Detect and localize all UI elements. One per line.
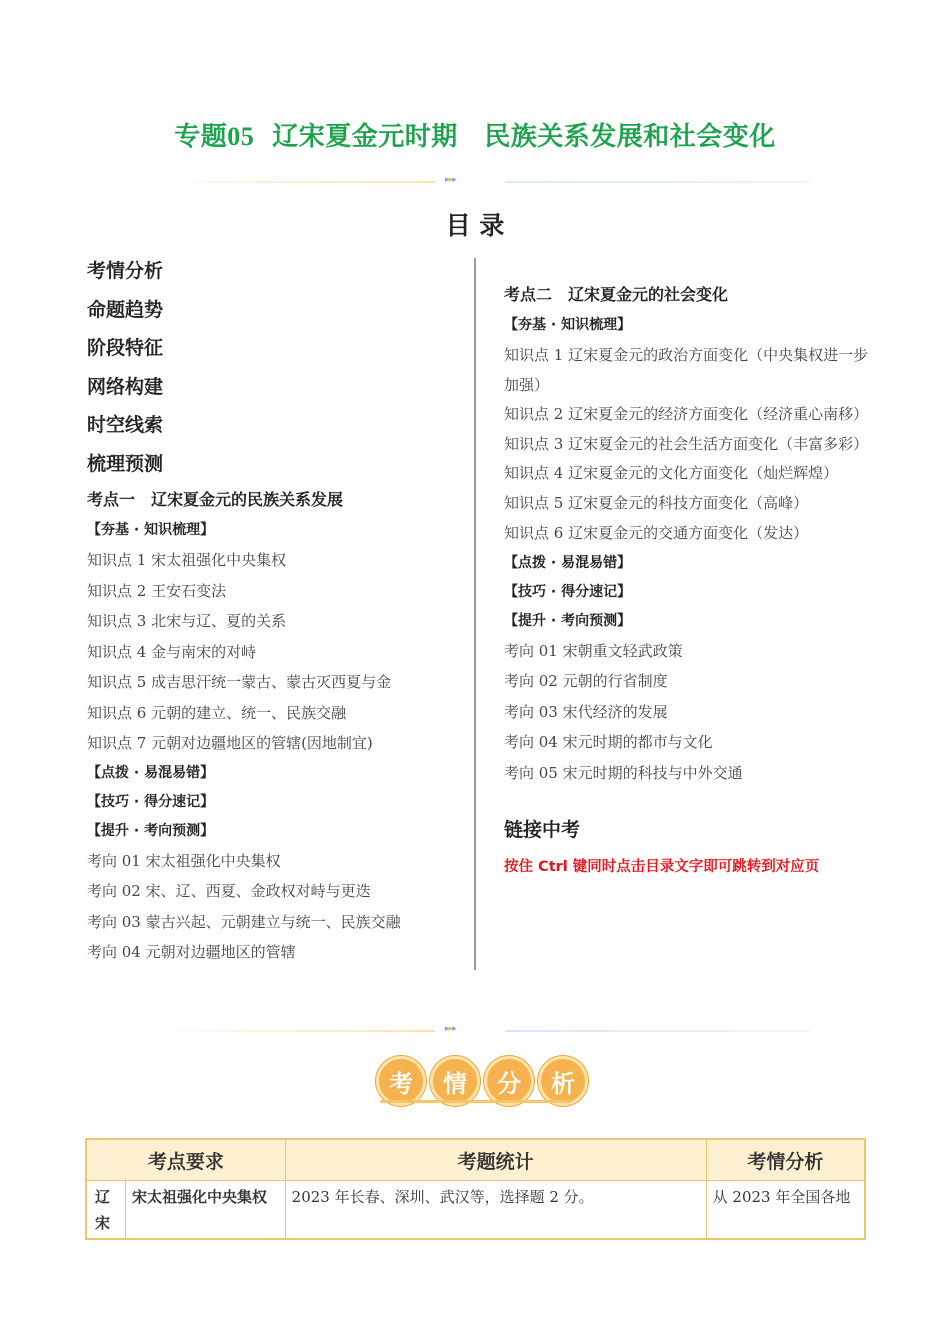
toc-point1-bracket-predict[interactable]: 【提升 · 考向预测】 — [87, 822, 215, 839]
toc-link-stage[interactable]: 阶段特征 — [87, 337, 164, 359]
toc-point1-bracket-errors[interactable]: 【点拨 · 易混易错】 — [87, 764, 215, 781]
title-text: 辽宋夏金元时期 民族关系发展和社会变化 — [272, 122, 776, 152]
banner-char-3: 分 — [484, 1056, 534, 1106]
table-header-statistics: 考题统计 — [285, 1139, 706, 1181]
toc-point2-bracket-tips[interactable]: 【技巧 · 得分速记】 — [504, 583, 632, 600]
toc-point2-title[interactable]: 考点二 辽宋夏金元的社会变化 — [504, 285, 729, 304]
toc-point1-bracket-basic[interactable]: 【夯基 · 知识梳理】 — [87, 522, 215, 538]
divider-arrows-icon: ▸▸▸ — [445, 175, 456, 185]
toc-left-column — [87, 256, 467, 969]
toc-point1-item-1[interactable]: 知识点 1 宋太祖强化中央集权 — [87, 551, 287, 569]
column-divider — [474, 258, 476, 970]
table-cell-dynasty: 辽宋 — [86, 1181, 126, 1240]
banner-char-4: 析 — [538, 1056, 588, 1106]
toc-point2-direction-5[interactable]: 考向 05 宋元时期的科技与中外交通 — [504, 763, 743, 782]
table-cell-analysis: 从 2023 年全国各地 — [706, 1181, 865, 1240]
table-header-requirement: 考点要求 — [86, 1139, 285, 1181]
toc-point1-item-7[interactable]: 知识点 7 元朝对边疆地区的管辖(因地制宜) — [87, 734, 373, 752]
table-header-row — [86, 1139, 865, 1181]
toc-point2-direction-4[interactable]: 考向 04 宋元时期的都市与文化 — [504, 733, 713, 751]
toc-point1-item-3[interactable]: 知识点 3 北宋与辽、夏的关系 — [87, 612, 287, 630]
toc-point2-direction-2[interactable]: 考向 02 元朝的行省制度 — [504, 672, 668, 690]
toc-link-network[interactable]: 网络构建 — [87, 375, 164, 398]
table-cell-statistics: 2023 年长春、深圳、武汉等，选择题 2 分。 — [285, 1181, 706, 1240]
toc-link-timeline[interactable]: 时空线索 — [87, 414, 164, 436]
toc-point1-item-5[interactable]: 知识点 5 成吉思汗统一蒙古、蒙古灭西夏与金 — [87, 673, 392, 691]
title-number: 05 — [227, 122, 255, 151]
toc-point2-item-1[interactable]: 知识点 1 辽宋夏金元的政治方面变化（中央集权进一步加强） — [504, 346, 869, 394]
exam-analysis-table — [85, 1138, 866, 1240]
banner-underline — [380, 1100, 572, 1103]
toc-point1-direction-1[interactable]: 考向 01 宋太祖强化中央集权 — [87, 851, 281, 870]
toc-point2-bracket-basic[interactable]: 【夯基 · 知识梳理】 — [504, 317, 632, 333]
toc-heading: 目 录 — [445, 211, 505, 240]
toc-point1-direction-3[interactable]: 考向 03 蒙古兴起、元朝建立与统一、民族交融 — [87, 912, 401, 931]
toc-point2-direction-1[interactable]: 考向 01 宋朝重文轻武政策 — [504, 641, 683, 660]
toc-point1-direction-4[interactable]: 考向 04 元朝对边疆地区的管辖 — [87, 943, 296, 961]
toc-point1-item-6[interactable]: 知识点 6 元朝的建立、统一、民族交融 — [87, 703, 347, 722]
toc-link-exam[interactable]: 链接中考 — [504, 819, 581, 841]
toc-link-predict[interactable]: 梳理预测 — [87, 452, 164, 475]
ctrl-click-note: 按住 Ctrl 键同时点击目录文字即可跳转到对应页 — [504, 858, 820, 875]
toc-point1-title[interactable]: 考点一 辽宋夏金元的民族关系发展 — [87, 490, 344, 509]
toc-point1-item-2[interactable]: 知识点 2 王安石变法 — [87, 581, 227, 600]
toc-point2-direction-3[interactable]: 考向 03 宋代经济的发展 — [504, 702, 668, 721]
divider-arrows-icon-2: ▸▸▸ — [445, 1024, 456, 1034]
bottom-divider — [135, 1024, 810, 1035]
title-prefix: 专题 — [174, 122, 228, 152]
section-banner-kaoqing — [376, 1056, 588, 1112]
toc-point1-item-4[interactable]: 知识点 4 金与南宋的对峙 — [87, 642, 257, 661]
banner-char-2: 情 — [430, 1056, 480, 1106]
toc-point1-bracket-tips[interactable]: 【技巧 · 得分速记】 — [87, 793, 215, 810]
toc-point2-item-4[interactable]: 知识点 4 辽宋夏金元的文化方面变化（灿烂辉煌） — [504, 464, 839, 482]
toc-point2-item-5[interactable]: 知识点 5 辽宋夏金元的科技方面变化（高峰） — [504, 493, 809, 512]
table-row — [86, 1181, 865, 1240]
toc-point2-item-3[interactable]: 知识点 3 辽宋夏金元的社会生活方面变化（丰富多彩） — [504, 434, 869, 453]
toc-point2-item-2[interactable]: 知识点 2 辽宋夏金元的经济方面变化（经济重心南移） — [504, 405, 869, 423]
toc-point2-item-6[interactable]: 知识点 6 辽宋夏金元的交通方面变化（发达） — [504, 524, 809, 542]
toc-point1-direction-2[interactable]: 考向 02 宋、辽、西夏、金政权对峙与更迭 — [87, 882, 371, 900]
document-title — [0, 116, 950, 153]
table-header-analysis: 考情分析 — [706, 1139, 865, 1181]
table-cell-topic: 宋太祖强化中央集权 — [126, 1181, 286, 1240]
banner-char-1: 考 — [376, 1056, 426, 1106]
toc-point2-bracket-errors[interactable]: 【点拨 · 易混易错】 — [504, 554, 632, 571]
toc-right-column — [504, 282, 874, 880]
top-divider — [135, 175, 810, 186]
toc-point2-bracket-predict[interactable]: 【提升 · 考向预测】 — [504, 612, 632, 629]
toc-link-kaoqing[interactable]: 考情分析 — [87, 260, 164, 282]
toc-link-trend[interactable]: 命题趋势 — [87, 298, 164, 321]
